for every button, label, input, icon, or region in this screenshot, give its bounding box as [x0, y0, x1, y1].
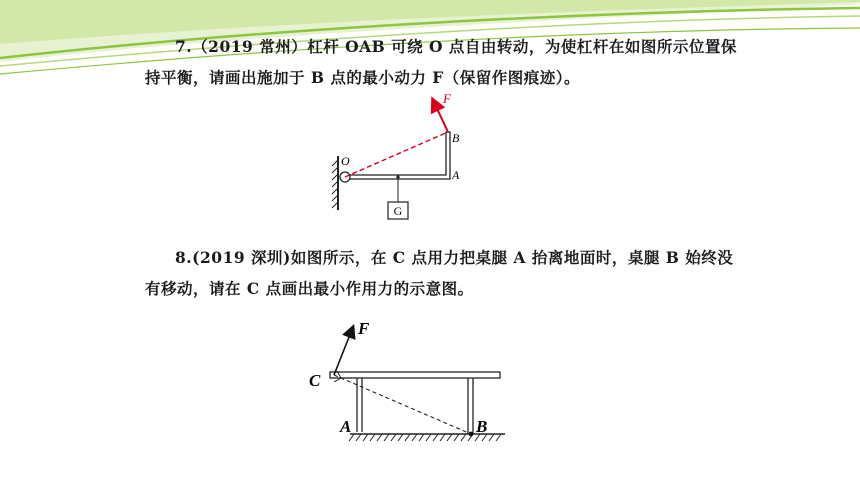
question-7-text-line-1: 7.（2019 常州）杠杆 OAB 可绕 O 点自由转动，为使杠杆在如图所示位置保: [175, 37, 737, 56]
table-top: [330, 372, 500, 378]
label-o: O: [341, 154, 350, 168]
dashed-line-ob: [345, 132, 448, 177]
lever-arm: [344, 132, 450, 179]
question-8-text-line-1: 8.(2019 深圳)如图所示，在 C 点用力把桌腿 A 抬离地面时，桌腿 B 始终没: [175, 248, 734, 267]
dashed-line-cb: [334, 375, 471, 434]
label-a: A: [452, 168, 460, 182]
label-b: B: [476, 417, 488, 436]
force-arrow-f: [334, 327, 353, 375]
label-b: B: [452, 131, 460, 145]
table-leg-a: [357, 378, 362, 432]
label-g: G: [393, 204, 403, 218]
question-8-text-line-2: 有移动，请在 C 点画出最小作用力的示意图。: [145, 279, 474, 298]
label-c: C: [309, 371, 321, 390]
label-a: A: [340, 417, 352, 436]
label-f: F: [358, 319, 370, 338]
label-f: F: [443, 91, 451, 106]
table-diagram: [300, 310, 520, 445]
wall: [332, 156, 338, 210]
question-7-text-line-2: 持平衡，请画出施加于 B 点的最小动力 F（保留作图痕迹）。: [145, 68, 581, 87]
table-leg-b: [468, 378, 473, 434]
lever-diagram: [318, 88, 478, 223]
